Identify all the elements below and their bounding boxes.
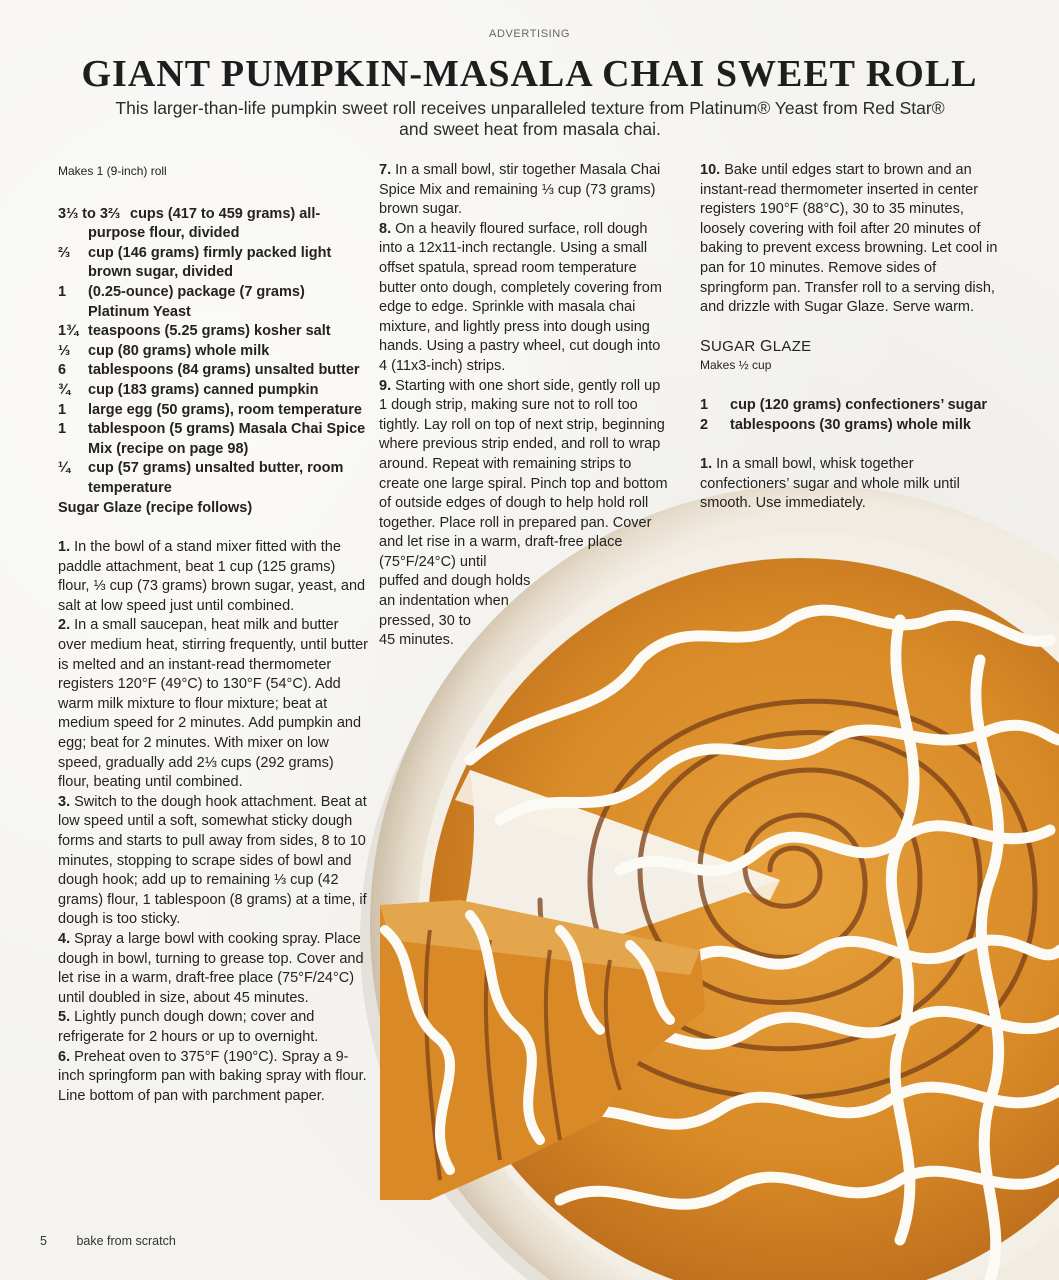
advertising-label: ADVERTISING [489, 28, 570, 40]
step-number: 5. [58, 1009, 71, 1026]
glaze-yield: Makes ½ cup [700, 358, 772, 373]
glaze-heading-part: G [760, 337, 773, 355]
glaze-ingredient-row [700, 396, 1000, 416]
ingredient-qty: 1 [58, 283, 67, 300]
glaze-ingredient-row [700, 416, 1000, 436]
step-text: Lightly punch dough down; cover and refrigerate for 2 hours or up to overnight. [58, 1009, 319, 1045]
column-3 [700, 161, 1000, 514]
glaze-heading [700, 337, 1000, 357]
step-text: Spray a large bowl with cooking spray. Place dough in bowl, turning to grease top. Cover and let rise in a warm, draft-free place (75°F/24°C) until doubled in size, about 45 minutes. [58, 930, 364, 1006]
ingredient-text: (0.25-ounce) package (7 grams) Platinum Yeast [88, 283, 305, 320]
ingredient-text: tablespoons (30 grams) whole milk [730, 416, 971, 433]
step-9 [379, 377, 669, 573]
ingredient-qty: 1 [58, 401, 67, 418]
step-number: 4. [58, 930, 71, 947]
step-6 [58, 1048, 368, 1107]
glaze-heading-part: LAZE [772, 337, 812, 355]
ingredient-row [58, 361, 368, 381]
step-3 [58, 793, 368, 930]
ingredient-text: cup (120 grams) confectioners’ sugar [730, 396, 988, 413]
page-title: GIANT PUMPKIN-MASALA CHAI SWEET ROLL [81, 53, 978, 95]
step-8 [379, 220, 669, 377]
ingredient-text: cup (146 grams) firmly packed light brown sugar, divided [88, 244, 332, 281]
glaze-heading-part: UGAR [710, 337, 760, 355]
step-text-line: 45 minutes. [379, 632, 454, 649]
step-text: Switch to the dough hook attachment. Beat at low speed until a soft, somewhat sticky dough forms and starts to pull away from sides, 8 to 10 minutes, stopping to scrape sides of bowl and dough hook; add up to remaining ⅓ cup (42 grams) flour, 1 tablespoon (8 grams) at a time, if dough is too sticky. [58, 793, 367, 928]
ingredient-text: teaspoons (5.25 grams) kosher salt [88, 323, 331, 340]
step-number: 6. [58, 1048, 71, 1065]
step-5 [58, 1008, 368, 1047]
step-7 [379, 161, 669, 220]
ingredient-qty: 2 [700, 416, 709, 433]
step-9-continued [379, 572, 539, 650]
step-1 [58, 538, 368, 616]
ingredient-text: cups (417 to 459 grams) all-purpose flour, divided [88, 205, 321, 242]
step-number: 1. [700, 456, 713, 473]
ingredient-qty: 6 [58, 362, 67, 379]
ingredient-qty: 1 [700, 396, 709, 413]
ingredient-row [58, 283, 368, 322]
ingredient-row [58, 342, 368, 362]
column-2 [379, 161, 669, 651]
ingredient-row [58, 244, 368, 283]
step-number: 7. [379, 162, 392, 178]
step-text: In a small saucepan, heat milk and butter over medium heat, stirring frequently, until butter is melted and an instant-read thermometer registers 120°F (49°C) to 130°F (54°C). Add warm milk mixture to flour mixture; beat at medium speed for 2 minutes. Add pumpkin and egg; beat for 2 minutes. With mixer on low speed, gradually add 2⅓ cups (292 grams) flour, beating until combined. [58, 617, 369, 791]
step-4 [58, 930, 368, 1008]
ingredient-qty: ⅔ [58, 244, 71, 261]
step-text: Bake until edges start to brown and an instant-read thermometer inserted in center registers 190°F (88°C), 30 to 35 minutes, loosely covering with foil after 20 minutes of baking to prevent excess browning. Let cool in pan for 10 minutes. Remove sides of springform pan. Transfer roll to a serving dish, and drizzle with Sugar Glaze. Serve warm. [700, 162, 998, 316]
ingredient-text: cup (183 grams) canned pumpkin [88, 381, 319, 398]
publication-name: bake from scratch [76, 1234, 176, 1248]
ingredient-row [58, 420, 368, 459]
step-number: 10. [700, 162, 721, 178]
ingredient-text: cup (57 grams) unsalted butter, room temperature [88, 460, 344, 496]
ingredient-text: large egg (50 grams), room temperature [88, 401, 362, 418]
step-text: In a small bowl, whisk together confectioners’ sugar and whole milk until smooth. Use immediately. [700, 456, 960, 512]
glaze-reference: Sugar Glaze (recipe follows) [58, 499, 253, 516]
ingredient-qty: ¼ [58, 460, 71, 477]
ingredient-text: cup (80 grams) whole milk [88, 342, 270, 359]
step-text: On a heavily floured surface, roll dough into a 12x11-inch rectangle. Using a small offset spatula, spread room temperature butter onto dough, completely covering from edge to edge. Sprinkle with masala chai mixture, and lightly press into dough using hands. Using a pastry wheel, cut dough into 4 (11x3-inch) strips. [379, 220, 662, 374]
step-text: Starting with one short side, gently roll up 1 dough strip, making sure not to roll too tightly. Lay roll on top of next strip, beginning where previous strip ended, and roll to wrap around. Repeat with remaining strips to create one large spiral. Pinch top and bottom of outside edges of dough to help hold roll together. Place roll in prepared pan. Cover and let rise in a warm, draft-free place (75°F/24°C) until [379, 377, 668, 570]
yield: Makes 1 (9-inch) roll [58, 164, 167, 178]
step-text-line: an indentation when [379, 593, 509, 610]
ingredient-qty: 3⅓ to 3⅔ [58, 205, 121, 222]
ingredient-qty: ¾ [58, 381, 71, 398]
column-1 [58, 162, 368, 1106]
ingredient-text: tablespoons (84 grams) unsalted butter [88, 362, 360, 379]
step-number: 8. [379, 220, 392, 237]
step-text-line: pressed, 30 to [379, 612, 471, 629]
ingredient-row [58, 381, 368, 401]
ingredient-row [58, 401, 368, 421]
ingredient-qty: 1¾ [58, 323, 79, 340]
ingredient-row [58, 205, 368, 244]
step-10 [700, 161, 1000, 318]
ingredient-qty: 1 [58, 421, 67, 438]
ingredient-row [58, 322, 368, 342]
step-text: Preheat oven to 375°F (190°C). Spray a 9-inch springform pan with baking spray with flour. Line bottom of pan with parchment paper. [58, 1048, 367, 1104]
subtitle: This larger-than-life pumpkin sweet roll receives unparalleled texture from Platinum® Yeast from Red Star® and sweet heat from masala chai. [115, 98, 945, 139]
glaze-step-1 [700, 455, 1000, 514]
step-number: 9. [379, 377, 392, 394]
step-text: In the bowl of a stand mixer fitted with the paddle attachment, beat 1 cup (125 grams) flour, ⅓ cup (73 grams) brown sugar, yeast, and salt at low speed just until combined. [58, 539, 366, 614]
step-number: 3. [58, 793, 71, 810]
ingredient-row [58, 459, 368, 498]
step-text: In a small bowl, stir together Masala Chai Spice Mix and remaining ⅓ cup (73 grams) brown sugar. [379, 162, 661, 218]
step-number: 2. [58, 617, 71, 634]
page-footer [40, 1234, 176, 1248]
ingredient-text: tablespoon (5 grams) Masala Chai Spice Mix (recipe on page 98) [88, 421, 366, 457]
step-text-line: puffed and dough holds [379, 573, 531, 590]
step-number: 1. [58, 539, 71, 556]
glaze-heading-part: S [700, 337, 711, 355]
step-2 [58, 616, 368, 792]
ingredient-qty: ⅓ [58, 342, 71, 359]
page-number: 5 [40, 1234, 47, 1248]
